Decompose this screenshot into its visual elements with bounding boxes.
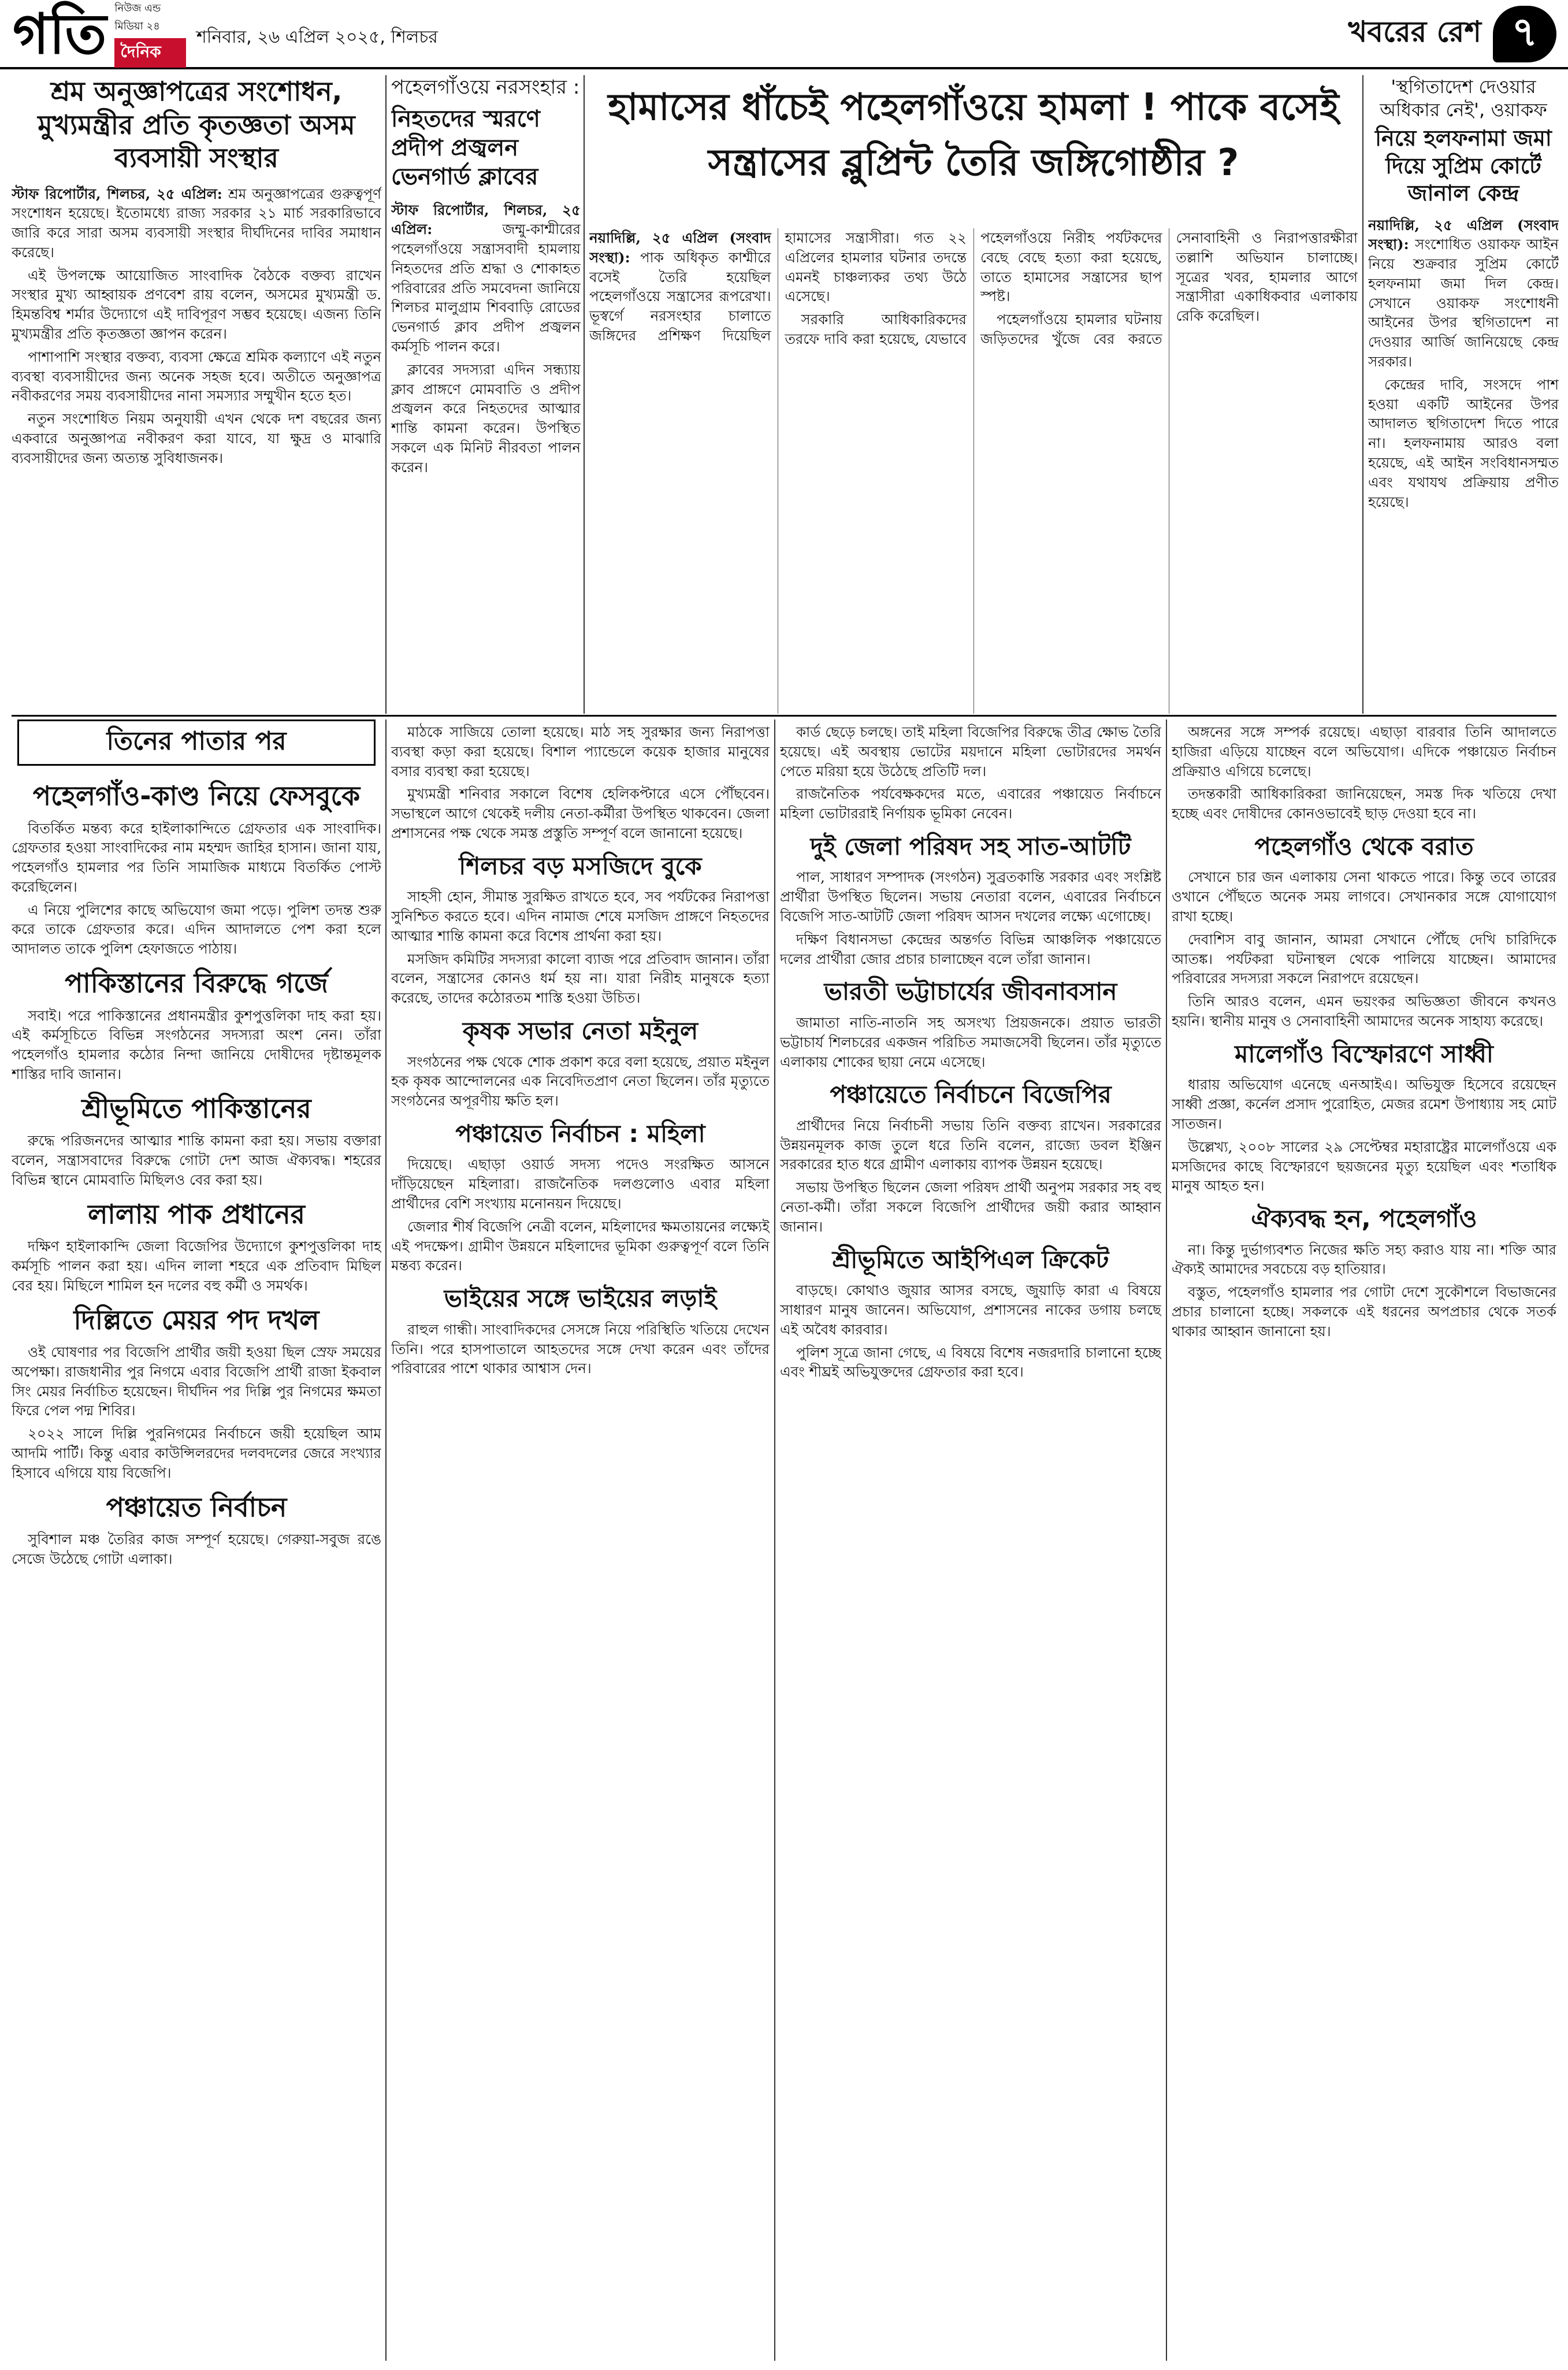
paragraph: প্রার্থীদের নিয়ে নির্বাচনী সভায় তিনি বক্তব্য রাখেন। সরকারের উন্নয়নমূলক কাজ তুলে ধরে তিনি বলেন, রাজ্যে ডবল ইঞ্জিন সরকারের হাত ধরে গ্রামীণ এলাকায় ব্যাপক উন্নয়ন হয়েছে।: [780, 1117, 1161, 1173]
continued-column-1: [12, 772, 381, 2361]
continued-column-3: [780, 722, 1161, 2361]
section-divider: [12, 715, 1556, 717]
column-divider: [1166, 719, 1167, 2361]
paragraph: উল্লেখ্য, ২০০৮ সালের ২৯ সেপ্টেম্বর মহারাষ্ট্রের মালেগাঁওয়ে এক মসজিদের কাছে বিস্ফোরণে ছয়জনের মৃত্যু হয়েছিল এবং শতাধিক মানুষ আহত হন।: [1172, 1138, 1556, 1195]
paragraph: দিয়েছে। এছাড়া ওয়ার্ড সদস্য পদেও সংরক্ষিত আসনে দাঁড়িয়েছেন মহিলারা। রাজনৈতিক দলগুলোও এবার মহিলা প্রার্থীদের বেশি সংখ্যায় মনোনয়ন দিয়েছে।: [391, 1156, 770, 1212]
story-headline: ঐক্যবদ্ধ হন, পহেলগাঁও: [1251, 1204, 1477, 1233]
paragraph: জেলার শীর্ষ বিজেপি নেত্রী বলেন, মহিলাদের ক্ষমতায়নের লক্ষ্যেই এই পদক্ষেপ। গ্রামীণ উন্নয়নে মহিলাদের ভূমিকা গুরুত্বপূর্ণ বলে তিনি মন্তব্য করেন।: [391, 1218, 770, 1274]
dateline: শনিবার, ২৬ এপ্রিল ২০২৫, শিলচর: [196, 27, 438, 47]
paragraph: শ্রম অনুজ্ঞাপত্রের গুরুত্বপূর্ণ সংশোধন হয়েছে। ইতোমধ্যে রাজ্য সরকার ২১ মার্চ সরকারিভাবে জারি করে সারা অসম ব্যবসায়ী সংস্থার দীর্ঘদিনের দাবির সমাধান করেছে।: [12, 185, 381, 261]
story-headline: পঞ্চায়েত নির্বাচন: [106, 1491, 287, 1523]
continued-banner: তিনের পাতার পর: [17, 719, 376, 766]
section-title: খবরের রেশ: [1348, 15, 1481, 49]
paragraph: সাহসী হোন, সীমান্ত সুরক্ষিত রাখতে হবে, সব পর্যটকের নিরাপত্তা সুনিশ্চিত করতে হবে। এদিন নামাজ শেষে মসজিদ প্রাঙ্গণে নিহতদের আত্মার শান্তি কামনা করে বিশেষ প্রার্থনা করা হয়।: [391, 888, 770, 944]
story-headline: পহেলগাঁও থেকে বরাত: [1254, 832, 1474, 861]
story-headline: শ্রম অনুজ্ঞাপত্রের সংশোধন, মুখ্যমন্ত্রীর প্রতি কৃতজ্ঞতা অসম ব্যবসায়ী সংস্থার: [38, 76, 355, 173]
story-headline: পহেলগাঁও-কাণ্ড নিয়ে ফেসবুকে: [32, 780, 361, 811]
paragraph: দক্ষিণ বিধানসভা কেন্দ্রের অন্তর্গত বিভিন্ন আঞ্চলিক পঞ্চায়েতে দলের প্রার্থীরা জোর প্রচার চালাচ্ছেন বলে তাঁরা জানান।: [780, 930, 1161, 967]
story-candle-vigil: [391, 75, 581, 714]
story-headline: নিহতদের স্মরণে প্রদীপ প্রজ্বলন ভেনগার্ড ক্লাবের: [391, 105, 540, 190]
masthead: [0, 0, 1568, 69]
column-divider: [584, 75, 585, 714]
story-headline: শ্রীভূমিতে আইপিএল ক্রিকেট: [832, 1245, 1109, 1274]
paragraph: মুখ্যমন্ত্রী শনিবার সকালে বিশেষ হেলিকপ্টারে এসে পৌঁছবেন। সভাস্থলে আগে থেকেই দলীয় নেতা-কর্মীরা উপস্থিত থাকবেন। জেলা প্রশাসনের পক্ষ থেকে সমস্ত প্রস্তুতি সম্পূর্ণ বলে জানানো হয়েছে।: [391, 785, 770, 841]
story-headline: পঞ্চায়েত নির্বাচন : মহিলা: [455, 1119, 705, 1148]
story-waqf-affidavit: [1368, 75, 1559, 714]
paragraph: দেবাশিস বাবু জানান, আমরা সেখানে পৌঁছে দেখি চারিদিকে আতঙ্ক। পর্যটকরা ঘটনাস্থল থেকে পালিয়ে যাচ্ছেন। আমাদের পরিবারের সদস্যরা সকলে নিরাপদে রয়েছেন।: [1172, 930, 1556, 987]
paragraph: সভায় উপস্থিত ছিলেন জেলা পরিষদ প্রার্থী অনুপম সরকার সহ বহু নেতা-কর্মী। তাঁরা সকলে বিজেপি প্রার্থীদের জয়ী করার আহ্বান জানান।: [780, 1179, 1161, 1235]
byline: স্টাফ রিপোর্টার, শিলচর, ২৫ এপ্রিল:: [391, 201, 581, 238]
column-divider: [385, 75, 387, 714]
paragraph: কার্ড ছেড়ে চলছে। তাই মহিলা বিজেপির বিরুদ্ধে তীব্র ক্ষোভ তৈরি হয়েছে। এই অবস্থায় ভোটের ময়দানে মহিলা ভোটারদের সমর্থন পেতে মরিয়া হয়ে উঠেছে প্রতিটি দল।: [780, 724, 1161, 780]
paragraph: সংগঠনের পক্ষ থেকে শোক প্রকাশ করে বলা হয়েছে, প্রয়াত মইনুল হক কৃষক আন্দোলনের এক নিবেদিতপ্রাণ নেতা ছিলেন। তাঁর মৃত্যুতে সংগঠনের অপূরণীয় ক্ষতি হল।: [391, 1053, 770, 1110]
paragraph: কেন্দ্রের দাবি, সংসদে পাশ হওয়া একটি আইনের উপর আদালত স্থগিতাদেশ দিতে পারে না। হলফনামায় আরও বলা হয়েছে, এই আইন সংবিধানসম্মত এবং যথাযথ প্রক্রিয়ায় প্রণীত হয়েছে।: [1368, 376, 1559, 510]
paragraph: বিতর্কিত মন্তব্য করে হাইলাকান্দিতে গ্রেফতার এক সাংবাদিক। গ্রেফতার হওয়া সাংবাদিকের নাম মহম্মদ জাহির হাসান। জানা যায়, পহেলগাঁও হামলার পর তিনি সামাজিক মাধ্যমে বিতর্কিত পোস্ট করেছিলেন।: [12, 819, 381, 895]
paragraph: পাক অধিকৃত কাশ্মীরে বসেই তৈরি হয়েছিল পহেলগাঁওয়ে সন্ত্রাসের রূপরেখা। ভূস্বর্গে নরসংহার চালাতে জঙ্গিদের প্রশিক্ষণ দিয়েছিল হামাসের সন্ত্রাসীরা। গত ২২ এপ্রিলের হামলার ঘটনার তদন্তে এমনই চাঞ্চল্যকর তথ্য উঠে এসেছে।: [589, 229, 967, 344]
paragraph: বাড়ছে। কোথাও জুয়ার আসর বসছে, জুয়াড়ি কারা এ বিষয়ে সাধারণ মানুষ জানেন। অভিযোগ, প্রশাসনের নাকের ডগায় চলছে এই অবৈধ কারবার।: [780, 1282, 1161, 1338]
paragraph: রুদ্ধে পরিজনদের আত্মার শান্তি কামনা করা হয়। সভায় বক্তারা বলেন, সন্ত্রাসবাদের বিরুদ্ধে গোটা দেশ আজ ঐক্যবদ্ধ। শহরের বিভিন্ন স্থানে মোমবাতি মিছিলও বের করা হয়।: [12, 1132, 381, 1188]
paragraph: পাল, সাধারণ সম্পাদক (সংগঠন) সুব্রতকান্তি সরকার এবং সংশ্লিষ্ট প্রার্থীরা উপস্থিত ছিলেন। সভায় নেতারা বলেন, এবারের নির্বাচনে বিজেপি সাত-আটটি জেলা পরিষদ আসন দখলের লক্ষ্যে এগোচ্ছে।: [780, 869, 1161, 925]
story-headline: ভাইয়ের সঙ্গে ভাইয়ের লড়াই: [444, 1284, 717, 1313]
paragraph: রাজনৈতিক পর্যবেক্ষকদের মতে, এবারের পঞ্চায়েত নির্বাচনে মহিলা ভোটাররাই নির্ণায়ক ভূমিকা নেবেন।: [780, 785, 1161, 822]
paragraph: এ নিয়ে পুলিশের কাছে অভিযোগ জমা পড়ে। পুলিশ তদন্ত শুরু করে তাকে গ্রেফতার করে। এদিন আদালতে পেশ করা হলে আদালত তাকে পুলিশ হেফাজতে পাঠায়।: [12, 901, 381, 958]
story-headline: পাকিস্তানের বিরুদ্ধে গর্জে: [65, 967, 328, 999]
column-divider: [385, 719, 387, 2361]
logo-badge-label: দৈনিক: [114, 38, 186, 68]
logo-badge: [114, 0, 186, 68]
paragraph: রাহুল গান্ধী। সাংবাদিকদের সেসঙ্গে নিয়ে পরিস্থিতি খতিয়ে দেখেন তিনি। পরে হাসপাতালে আহতদের সঙ্গে দেখা করেন এবং তাঁদের পরিবারের পাশে থাকার আশ্বাস দেন।: [391, 1321, 770, 1377]
story-headline: লালায় পাক প্রধানের: [88, 1198, 305, 1230]
paragraph: মসজিদ কমিটির সদস্যরা কালো ব্যাজ পরে প্রতিবাদ জানান। তাঁরা বলেন, সন্ত্রাসের কোনও ধর্ম হয় না। যারা নিরীহ মানুষকে হত্যা করেছে, তাদের কঠোরতম শাস্তি হওয়া উচিত।: [391, 950, 770, 1007]
story-headline: মালেগাঁও বিস্ফোরণে সাধ্বী: [1235, 1039, 1493, 1068]
logo-badge-top: নিউজ এন্ড মিডিয়া ২৪: [114, 2, 161, 32]
paragraph: নতুন সংশোধিত নিয়ম অনুযায়ী এখন থেকে দশ বছরের জন্য একবারে অনুজ্ঞাপত্র নবীকরণ করা যাবে, যা ক্ষুদ্র ও মাঝারি ব্যবসায়ীদের জন্য অত্যন্ত সুবিধাজনক।: [12, 410, 381, 466]
story-headline: দুই জেলা পরিষদ সহ সাত-আটটি: [810, 832, 1131, 861]
paragraph: তিনি আরও বলেন, এমন ভয়ংকর অভিজ্ঞতা জীবনে কখনও হয়নি। স্থানীয় মানুষ ও সেনাবাহিনী আমাদের অনেক সাহায্য করেছে।: [1172, 993, 1556, 1030]
paragraph: সেখানে চার জন এলাকায় সেনা থাকতে পারে। কিন্তু তবে তারের ওখানে পৌঁছতে অনেক সময় লাগবে। সেখানকার সঙ্গে যোগাযোগ রাখা হচ্ছে।: [1172, 869, 1556, 925]
paragraph: পহেলগাঁওয়ে হামলার ঘটনায় জড়িতদের খুঁজে বের করতে সেনাবাহিনী ও নিরাপত্তারক্ষীরা তল্লাশি অভিযান চালাচ্ছে। সূত্রের খবর, হামলার আগে সন্ত্রাসীরা একাধিকবার এলাকায় রেকি করেছিল।: [980, 229, 1358, 347]
story-headline: শ্রীভূমিতে পাকিস্তানের: [81, 1092, 311, 1124]
paragraph: পাশাপাশি সংস্থার বক্তব্য, ব্যবসা ক্ষেত্রে শ্রমিক কল্যাণে এই নতুন ব্যবস্থা ব্যবসায়ীদের জন্য অনেক সহজ হবে। অতীতে অনুজ্ঞাপত্র নবীকরণের সময় ব্যবসায়ীদের নানা সমস্যার সম্মুখীন হতে হত।: [12, 348, 381, 405]
paragraph: জামাতা নাতি-নাতনি সহ অসংখ্য প্রিয়জনকে। প্রয়াত ভারতী ভট্টাচার্য শিলচরের একজন পরিচিত সমাজসেবী ছিলেন। তাঁর মৃত্যুতে এলাকায় শোকের ছায়া নেমে এসেছে।: [780, 1014, 1161, 1070]
paragraph: সরকারি আধিকারিকদের তরফে দাবি করা হয়েছে, যেভাবে পহেলগাঁওয়ে নিরীহ পর্যটকদের বেছে বেছে হত্যা করা হয়েছে, তাতে হামাসের সন্ত্রাসের ছাপ স্পষ্ট।: [785, 229, 1162, 347]
story-kicker: পহেলগাঁওয়ে নরসংহার :: [391, 76, 580, 99]
lead-headline: হামাসের ধাঁচেই পহেলগাঁওয়ে হামলা ! পাকে বসেই সন্ত্রাসের ব্লুপ্রিন্ট তৈরি জঙ্গিগোষ্ঠীর ?: [608, 86, 1339, 184]
paragraph: ওই ঘোষণার পর বিজেপি প্রার্থীর জয়ী হওয়া ছিল স্রেফ সময়ের অপেক্ষা। রাজধানীর পুর নিগমে এবার বিজেপি প্রার্থী রাজা ইকবাল সিং মেয়র নির্বাচিত হয়েছেন। দীর্ঘদিন পর দিল্লি পুর নিগমের ক্ষমতা ফিরে পেল পদ্ম শিবির।: [12, 1344, 381, 1419]
story-headline: পঞ্চায়েতে নির্বাচনে বিজেপির: [830, 1080, 1112, 1109]
paragraph: সুবিশাল মঞ্চ তৈরির কাজ সম্পূর্ণ হয়েছে। গেরুয়া-সবুজ রঙে সেজে উঠেছে গোটা এলাকা।: [12, 1531, 381, 1567]
paragraph: ধারায় অভিযোগ এনেছে এনআইএ। অভিযুক্ত হিসেবে রয়েছেন সাধ্বী প্রজ্ঞা, কর্নেল প্রসাদ পুরোহিত, মেজর রমেশ উপাধ্যায় সহ মোট সাতজন।: [1172, 1076, 1556, 1132]
logo-text: গতি: [13, 1, 107, 66]
byline: নয়াদিল্লি, ২৫ এপ্রিল (সংবাদ সংস্থা):: [1368, 216, 1559, 253]
page-number: ৭: [1493, 6, 1556, 62]
paragraph: জম্মু-কাশ্মীরের পহেলগাঁওয়ে সন্ত্রাসবাদী হামলায় নিহতদের প্রতি শ্রদ্ধা ও শোকাহত পরিবারের প্রতি সমবেদনা জানিয়ে শিলচর মালুগ্রাম শিববাড়ি রোডের ভেনগার্ড ক্লাব প্রদীপ প্রজ্বলন কর্মসূচি পালন করে।: [391, 221, 581, 355]
byline: স্টাফ রিপোর্টার, শিলচর, ২৫ এপ্রিল:: [12, 185, 222, 202]
story-kicker: 'স্থগিতাদেশ দেওয়ার অধিকার নেই', ওয়াকফ: [1380, 76, 1547, 121]
story-headline: শিলচর বড় মসজিদে বুকে: [459, 851, 702, 880]
paragraph: তদন্তকারী আধিকারিকরা জানিয়েছেন, সমস্ত দিক খতিয়ে দেখা হচ্ছে এবং দোষীদের কোনওভাবেই ছাড় দেওয়া হবে না।: [1172, 785, 1556, 822]
column-divider: [1362, 75, 1363, 714]
paragraph: পুলিশ সূত্রে জানা গেছে, এ বিষয়ে বিশেষ নজরদারি চালানো হচ্ছে এবং শীঘ্রই অভিযুক্তদের গ্রেফতার করা হবে।: [780, 1344, 1161, 1381]
story-headline: ভারতী ভট্টাচার্যের জীবনাবসান: [824, 977, 1117, 1006]
continued-column-4: [1172, 722, 1556, 2361]
paragraph: অঙ্গনের সঙ্গে সম্পর্ক রয়েছে। এছাড়া বারবার তিনি আদালতে হাজিরা এড়িয়ে যাচ্ছেন বলে অভিযোগ। এদিকে পঞ্চায়েত নির্বাচন প্রক্রিয়াও এগিয়ে চলেছে।: [1172, 724, 1556, 780]
paragraph: না। কিন্তু দুর্ভাগ্যবশত নিজের ক্ষতি সহ্য করাও যায় না। শক্তি আর ঐক্যই আমাদের সবচেয়ে বড় হাতিয়ার।: [1172, 1241, 1556, 1278]
column-divider: [774, 719, 775, 2361]
story-hamas-pattern: [589, 228, 1358, 714]
story-headline: নিয়ে হলফনামা জমা দিয়ে সুপ্রিম কোর্টে জানাল কেন্দ্র: [1375, 125, 1552, 206]
paragraph: ২০২২ সালে দিল্লি পুরনিগমের নির্বাচনে জয়ী হয়েছিল আম আদমি পার্টি। কিন্তু এবার কাউন্সিলরদের দলবদলের জেরে সংখ্যার হিসাবে এগিয়ে যায় বিজেপি।: [12, 1425, 381, 1481]
paragraph: দক্ষিণ হাইলাকান্দি জেলা বিজেপির উদ্যোগে কুশপুত্তলিকা দাহ কর্মসূচি পালন করা হয়। এদিন লালা শহরে এক প্রতিবাদ মিছিল বের হয়। মিছিলে শামিল হন দলের বহু কর্মী ও সমর্থক।: [12, 1238, 381, 1294]
paragraph: ক্লাবের সদস্যরা এদিন সন্ধ্যায় ক্লাব প্রাঙ্গণে মোমবাতি ও প্রদীপ প্রজ্বলন করে নিহতদের আত্মার শান্তি কামনা করেন। উপস্থিত সকলে এক মিনিট নীরবতা পালন করেন।: [391, 361, 581, 476]
paragraph: মাঠকে সাজিয়ে তোলা হয়েছে। মাঠ সহ সুরক্ষার জন্য নিরাপত্তা ব্যবস্থা কড়া করা হয়েছে। বিশাল প্যান্ডেলে কয়েক হাজার মানুষের বসার ব্যবস্থা করা হয়েছে।: [391, 724, 770, 780]
byline: নয়াদিল্লি, ২৫ এপ্রিল (সংবাদ সংস্থা):: [589, 229, 771, 266]
story-labor-license: [12, 75, 381, 714]
story-headline: দিল্লিতে মেয়র পদ দখল: [73, 1304, 319, 1336]
paragraph: এই উপলক্ষে আয়োজিত সাংবাদিক বৈঠকে বক্তব্য রাখেন সংস্থার মুখ্য আহ্বায়ক প্রণবেশ রায় বলেন, অসমের মুখ্যমন্ত্রী ড. হিমন্তবিশ্ব শর্মার উদ্যোগে এই দাবিপূরণ সম্ভব হয়েছে। এজন্য তিনি মুখ্যমন্ত্রীর প্রতি কৃতজ্ঞতা জ্ঞাপন করেন।: [12, 266, 381, 343]
newspaper-logo[interactable]: [13, 3, 186, 64]
paragraph: বস্তুত, পহেলগাঁও হামলার পর গোটা দেশে সুকৌশলে বিভাজনের প্রচার চালানো হচ্ছে। সকলকে এই ধরনের অপপ্রচার থেকে সতর্ক থাকার আহ্বান জানানো হয়।: [1172, 1284, 1556, 1340]
continued-column-2: [391, 722, 770, 2361]
paragraph: সংশোধিত ওয়াকফ আইন নিয়ে শুক্রবার সুপ্রিম কোর্টে হলফনামা জমা দিল কেন্দ্র। সেখানে ওয়াকফ সংশোধনী আইনের উপর স্থগিতাদেশ না দেওয়ার আর্জি জানিয়েছে কেন্দ্র সরকার।: [1368, 236, 1559, 370]
story-headline: কৃষক সভার নেতা মইনুল: [462, 1017, 698, 1045]
paragraph: সবাই। পরে পাকিস্তানের প্রধানমন্ত্রীর কুশপুত্তলিকা দাহ করা হয়। এই কর্মসূচিতে বিভিন্ন সংগঠনের সদস্যরা অংশ নেন। তাঁরা পহেলগাঁও হামলার কঠোর নিন্দা জানিয়ে দোষীদের দৃষ্টান্তমূলক শাস্তির দাবি জানান।: [12, 1007, 381, 1082]
